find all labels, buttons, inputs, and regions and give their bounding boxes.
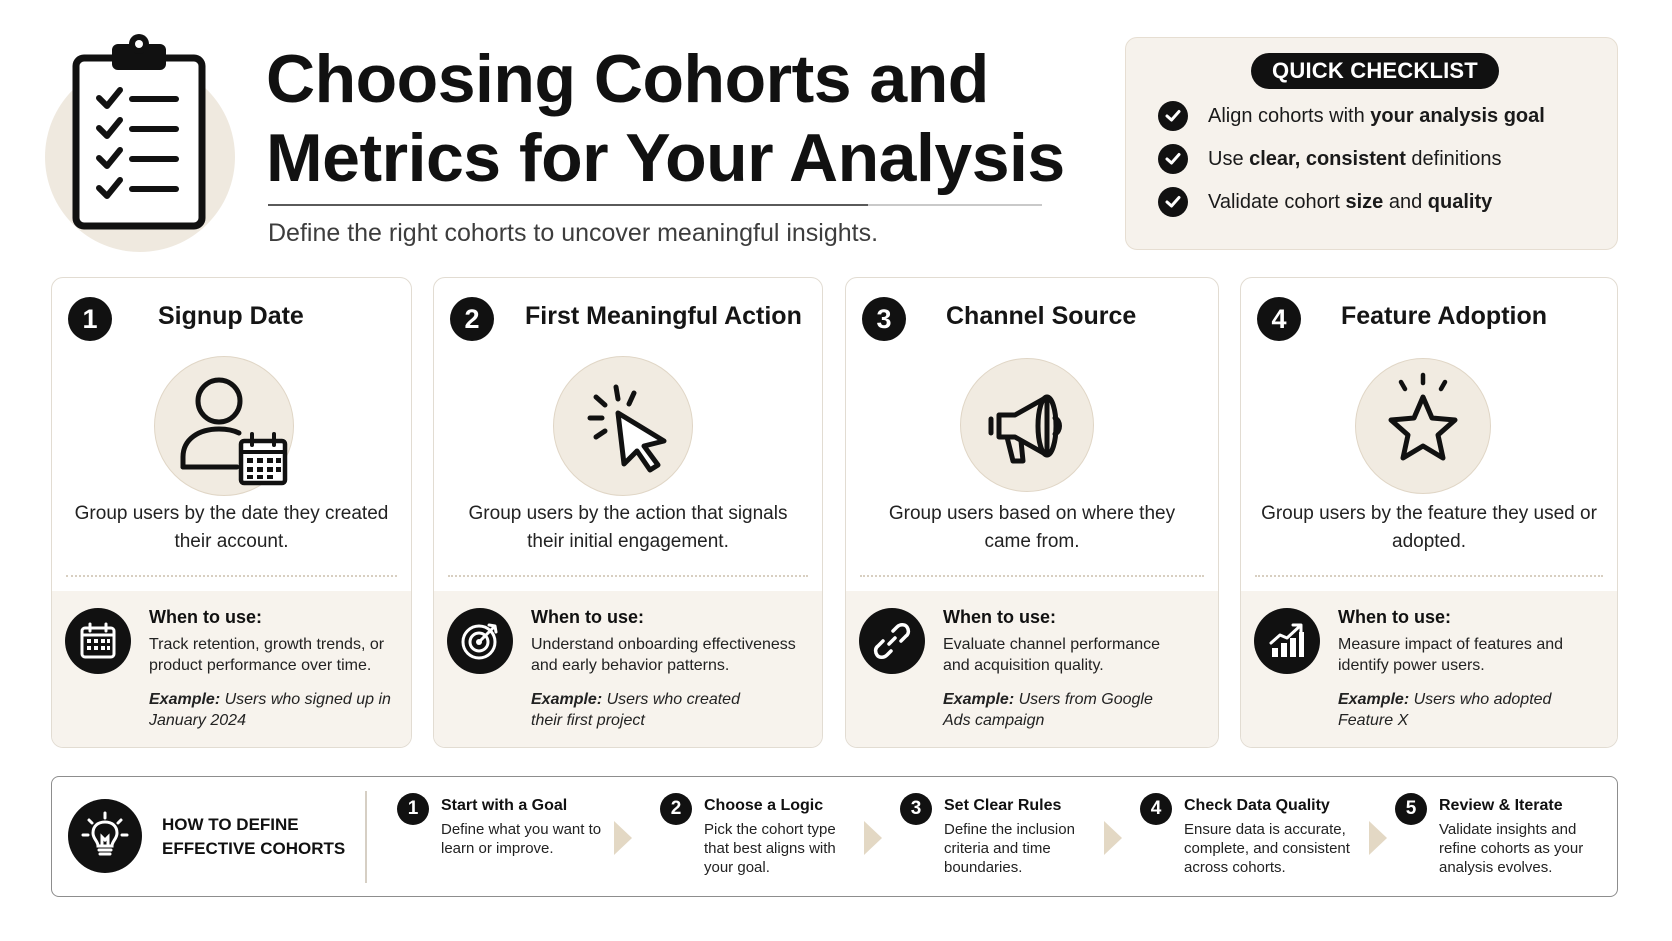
page-title-line2: Metrics for Your Analysis	[266, 120, 1065, 196]
step-arrow-icon	[1104, 821, 1122, 855]
link-icon	[859, 608, 925, 674]
step-text: Define what you want to learn or improve.	[441, 821, 602, 857]
step-title: Start with a Goal	[441, 797, 568, 814]
card-description: Group users by the action that signals their initial engagement.	[468, 503, 788, 552]
example-text: Example: Users from Google Ads campaign	[943, 691, 1153, 729]
checklist-item	[1158, 100, 1545, 132]
step-text: Define the inclusion criteria and time boundaries.	[944, 821, 1075, 876]
step-number-badge: 3	[900, 793, 932, 825]
card-number-badge: 2	[450, 297, 494, 341]
cohort-card-first-meaningful-action	[433, 277, 823, 748]
card-description: Group users by the date they created their account.	[74, 503, 389, 552]
checkmark-icon	[1158, 101, 1188, 131]
step-text: Validate insights and refine cohorts as your analysis evolves.	[1439, 821, 1584, 876]
how-to-divider	[365, 791, 367, 883]
when-to-use-section	[1241, 591, 1617, 747]
step-title: Review & Iterate	[1439, 797, 1563, 814]
card-number-badge: 1	[68, 297, 112, 341]
when-to-use-text: Evaluate channel performance and acquisition quality.	[943, 636, 1161, 674]
example-text: Example: Users who adopted Feature X	[1338, 691, 1552, 729]
step-text: Pick the cohort type that best aligns with your goal.	[704, 821, 836, 876]
when-to-use-text: Understand onboarding effectiveness and early behavior patterns.	[531, 636, 796, 674]
step-number-badge: 5	[1395, 793, 1427, 825]
cohort-card-feature-adoption	[1240, 277, 1618, 748]
when-to-use-section	[434, 591, 822, 747]
when-to-use-section	[846, 591, 1218, 747]
title-divider	[268, 204, 1042, 206]
clipboard-checklist-icon	[66, 30, 216, 235]
user-calendar-icon	[154, 356, 294, 496]
step-arrow-icon	[864, 821, 882, 855]
step-number-badge: 1	[397, 793, 429, 825]
when-to-use-label: When to use:	[531, 607, 644, 627]
lightbulb-icon	[68, 799, 142, 873]
when-to-use-text: Measure impact of features and identify power users.	[1338, 636, 1564, 674]
when-to-use-label: When to use:	[1338, 607, 1451, 627]
how-to-define-cohorts-bar	[51, 776, 1618, 897]
card-number-badge: 3	[862, 297, 906, 341]
when-to-use-label: When to use:	[943, 607, 1056, 627]
card-title: Feature Adoption	[1341, 302, 1548, 330]
star-icon	[1355, 358, 1491, 494]
how-to-title: HOW TO DEFINE EFFECTIVE COHORTS	[162, 815, 346, 858]
checklist-item	[1158, 186, 1492, 218]
card-number-badge: 4	[1257, 297, 1301, 341]
megaphone-icon	[960, 358, 1094, 492]
card-divider	[1255, 575, 1603, 577]
card-divider	[66, 575, 397, 577]
bar-chart-growth-icon	[1254, 608, 1320, 674]
step-number-badge: 2	[660, 793, 692, 825]
cohort-card-signup-date	[51, 277, 412, 748]
step-arrow-icon	[614, 821, 632, 855]
step-arrow-icon	[1369, 821, 1387, 855]
page-title	[266, 40, 1065, 198]
calendar-icon	[65, 608, 131, 674]
checklist-item	[1158, 143, 1502, 175]
checkmark-icon	[1158, 144, 1188, 174]
when-to-use-section	[52, 591, 411, 747]
card-title: Signup Date	[158, 302, 304, 330]
checklist-item-text: Align cohorts with your analysis goal	[1208, 104, 1545, 127]
target-icon	[447, 608, 513, 674]
card-divider	[448, 575, 808, 577]
page-title-line1: Choosing Cohorts and	[266, 41, 989, 117]
checklist-title: QUICK CHECKLIST	[1251, 53, 1499, 89]
card-title: First Meaningful Action	[525, 302, 802, 330]
checklist-item-text: Use clear, consistent definitions	[1208, 147, 1502, 170]
step-number-badge: 4	[1140, 793, 1172, 825]
example-text: Example: Users who signed up in January 2024	[149, 691, 391, 729]
step-text: Ensure data is accurate, complete, and consistent across cohorts.	[1184, 821, 1350, 876]
step-title: Set Clear Rules	[944, 797, 1062, 814]
page-subtitle: Define the right cohorts to uncover meaningful insights.	[268, 219, 879, 247]
when-to-use-text: Track retention, growth trends, or product performance over time.	[149, 636, 385, 674]
step-title: Check Data Quality	[1184, 797, 1330, 814]
card-title: Channel Source	[946, 302, 1137, 330]
card-divider	[860, 575, 1204, 577]
cohort-card-channel-source	[845, 277, 1219, 748]
checklist-item-text: Validate cohort size and quality	[1208, 190, 1493, 213]
checkmark-icon	[1158, 187, 1188, 217]
step-title: Choose a Logic	[704, 797, 824, 814]
quick-checklist-panel	[1125, 37, 1618, 250]
when-to-use-label: When to use:	[149, 607, 262, 627]
cursor-click-icon	[553, 356, 693, 496]
card-description: Group users based on where they came from.	[888, 503, 1176, 552]
card-description: Group users by the feature they used or adopted.	[1261, 503, 1597, 552]
example-text: Example: Users who created their first project	[531, 691, 740, 729]
